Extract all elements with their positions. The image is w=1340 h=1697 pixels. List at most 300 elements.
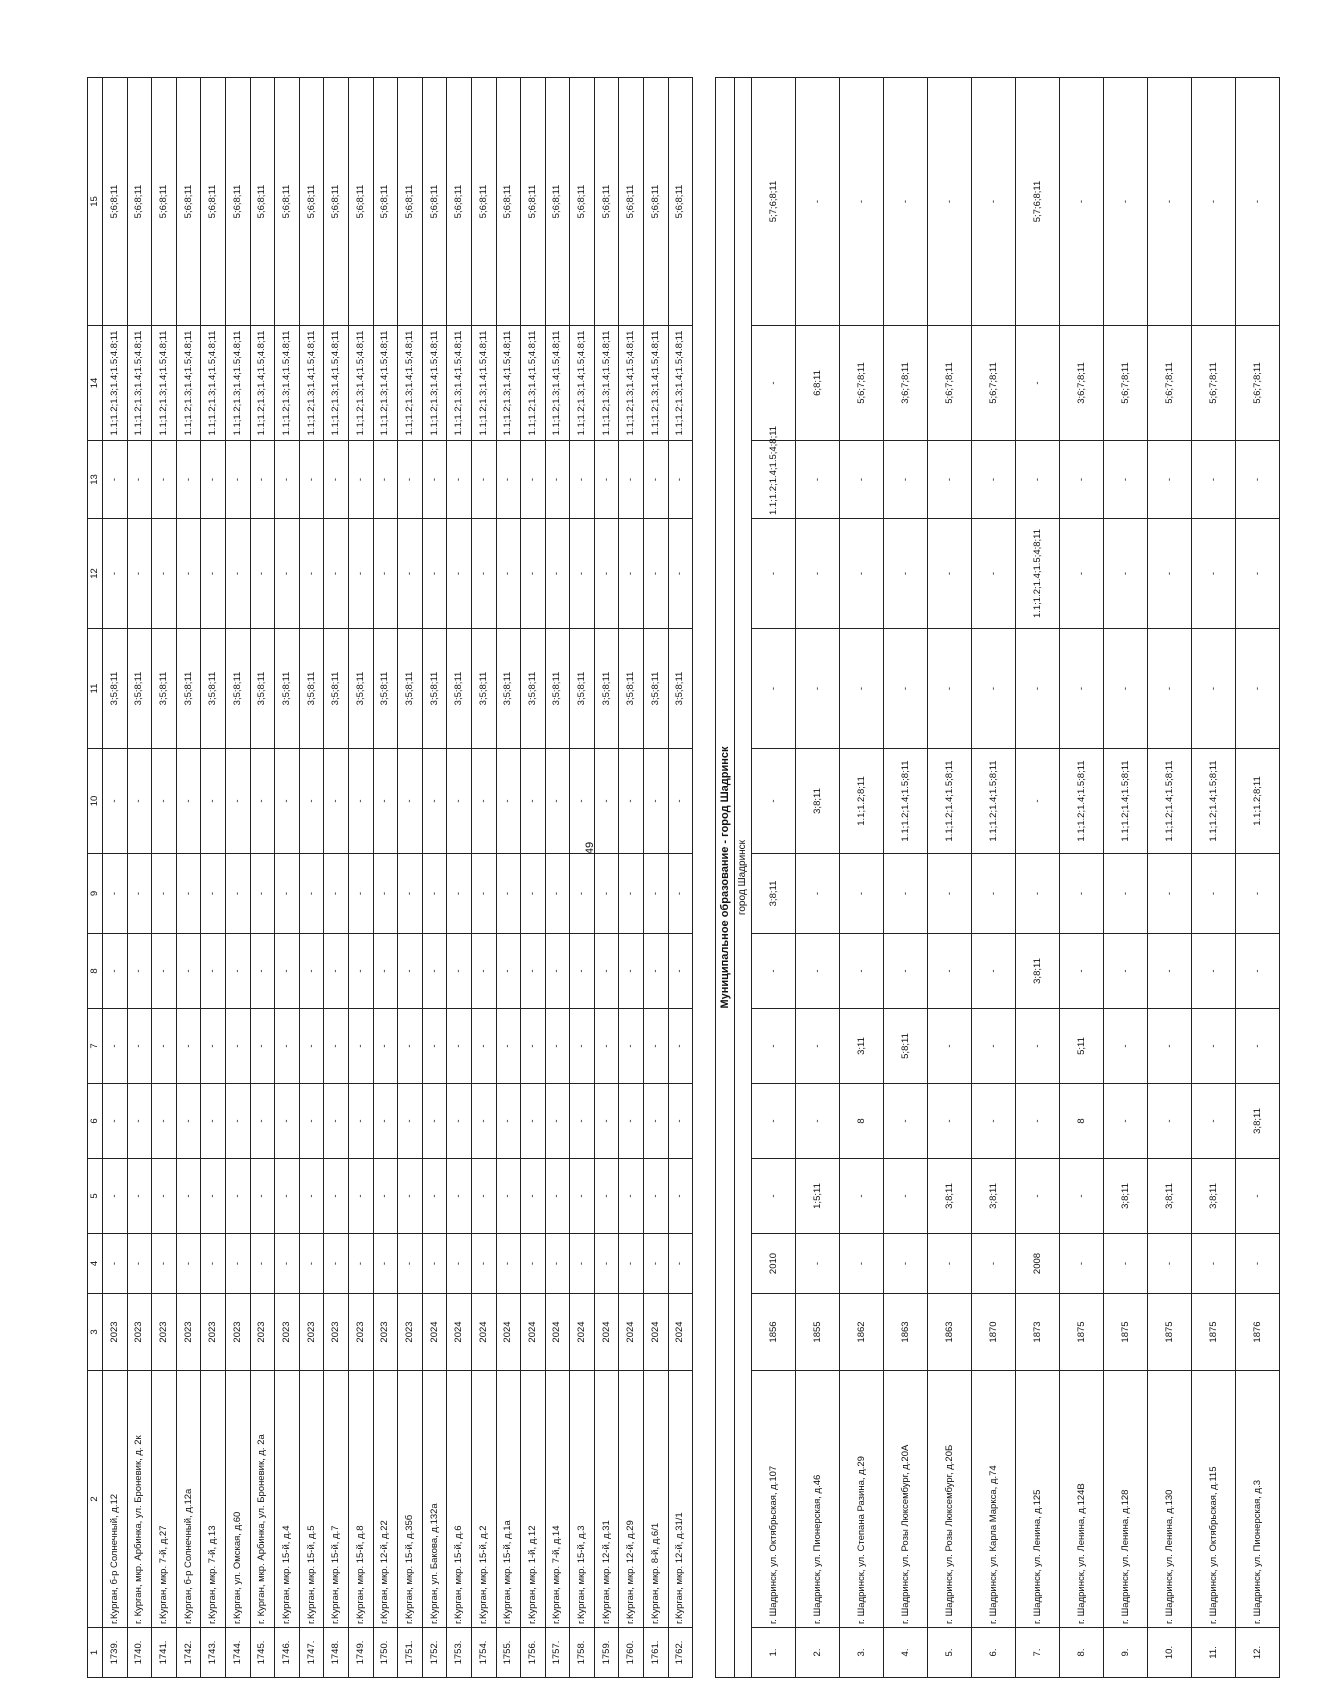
subsection-row bbox=[735, 78, 752, 1678]
table-cell: 1.1;1.2;1.3;1.4;1.5;4.8;11 bbox=[250, 326, 275, 441]
table-cell: - bbox=[201, 519, 226, 629]
table-cell: г. Курган, мкр. Арбинка, ул. Броневик, д. 2к bbox=[127, 1371, 152, 1628]
table-cell: 2023 bbox=[176, 1294, 201, 1371]
table-cell: - bbox=[103, 749, 128, 854]
table-cell: - bbox=[373, 1009, 398, 1084]
table-cell: 7. bbox=[1016, 1628, 1060, 1678]
table-cell: 5;6;8;11 bbox=[299, 78, 324, 326]
table-cell: - bbox=[471, 934, 496, 1009]
table-cell: 2023 bbox=[373, 1294, 398, 1371]
table-cell: - bbox=[324, 854, 349, 934]
table-cell: 1;5;11 bbox=[796, 1159, 840, 1234]
table-row bbox=[324, 78, 349, 1678]
table-cell: 5;6;8;11 bbox=[594, 78, 619, 326]
table-cell: - bbox=[348, 1159, 373, 1234]
table-cell: - bbox=[373, 1234, 398, 1294]
table-cell: 2024 bbox=[447, 1294, 472, 1371]
table-cell: - bbox=[668, 1009, 693, 1084]
table-cell: 1.1;1.2;1.4;1.5;8;11 bbox=[1060, 749, 1104, 854]
table-cell: 3;5;8;11 bbox=[422, 629, 447, 749]
table-cell: - bbox=[275, 1234, 300, 1294]
table-cell: 11. bbox=[1192, 1628, 1236, 1678]
spacer-row bbox=[693, 78, 716, 1678]
table-cell: - bbox=[201, 934, 226, 1009]
table-cell: 3;8;11 bbox=[928, 1159, 972, 1234]
table-cell: 5;6;8;11 bbox=[447, 78, 472, 326]
table-cell: 1748. bbox=[324, 1628, 349, 1678]
table-cell: 2023 bbox=[201, 1294, 226, 1371]
table-cell: - bbox=[176, 1234, 201, 1294]
table-cell: - bbox=[1104, 854, 1148, 934]
table-cell: г.Курган, мкр. 15-й, д.6 bbox=[447, 1371, 472, 1628]
table-cell: - bbox=[1104, 1234, 1148, 1294]
table-cell: - bbox=[225, 441, 250, 519]
table-cell: 5;6;8;11 bbox=[275, 78, 300, 326]
table-cell: 3;11 bbox=[840, 1009, 884, 1084]
table-cell: - bbox=[103, 1234, 128, 1294]
table-cell: 3. bbox=[840, 1628, 884, 1678]
table-row bbox=[152, 78, 177, 1678]
table-cell: 1.1;1.2;1.3;1.4;1.5;4.8;11 bbox=[619, 326, 644, 441]
table-cell: - bbox=[496, 749, 521, 854]
table-cell: - bbox=[1016, 1159, 1060, 1234]
table-cell: - bbox=[521, 749, 546, 854]
table-cell: - bbox=[176, 519, 201, 629]
table-cell: г. Шадринск, ул. Карла Маркса, д.74 bbox=[972, 1371, 1016, 1628]
table-cell: - bbox=[250, 519, 275, 629]
table-cell: - bbox=[619, 1084, 644, 1159]
table-cell: - bbox=[570, 1234, 595, 1294]
table-row bbox=[594, 78, 619, 1678]
table-cell: - bbox=[1192, 1234, 1236, 1294]
table-cell: 1875 bbox=[1192, 1294, 1236, 1371]
table-cell: - bbox=[668, 1084, 693, 1159]
table-cell: - bbox=[594, 1009, 619, 1084]
table-cell: 2010 bbox=[752, 1234, 796, 1294]
table-cell: - bbox=[250, 1234, 275, 1294]
table-cell: - bbox=[447, 1234, 472, 1294]
table-cell: 3;5;8;11 bbox=[471, 629, 496, 749]
table-cell: - bbox=[176, 934, 201, 1009]
table-cell: - bbox=[668, 441, 693, 519]
table-cell: 3;5;8;11 bbox=[201, 629, 226, 749]
table-cell: - bbox=[471, 441, 496, 519]
table-cell: - bbox=[275, 1159, 300, 1234]
table-cell: 1870 bbox=[972, 1294, 1016, 1371]
table-cell: г.Курган, мкр. 15-й, д.7 bbox=[324, 1371, 349, 1628]
table-cell: 5;6;8;11 bbox=[471, 78, 496, 326]
table-cell: - bbox=[1104, 441, 1148, 519]
table-cell: 2024 bbox=[644, 1294, 669, 1371]
table-cell: - bbox=[884, 519, 928, 629]
table-cell: 2024 bbox=[471, 1294, 496, 1371]
table-row bbox=[752, 78, 796, 1678]
table-cell: - bbox=[250, 1084, 275, 1159]
table-row bbox=[176, 78, 201, 1678]
table-cell: 5;6;8;11 bbox=[644, 78, 669, 326]
table-row bbox=[1104, 78, 1148, 1678]
table-cell: - bbox=[570, 749, 595, 854]
table-cell: - bbox=[447, 1009, 472, 1084]
table-cell: - bbox=[594, 749, 619, 854]
table-cell: - bbox=[1148, 1234, 1192, 1294]
table-cell: 5;6;8;11 bbox=[373, 78, 398, 326]
table-cell: - bbox=[324, 519, 349, 629]
table-cell: - bbox=[1016, 629, 1060, 749]
table-cell: - bbox=[619, 441, 644, 519]
table-cell: 5;6;8;11 bbox=[348, 78, 373, 326]
table-cell: - bbox=[275, 1084, 300, 1159]
table-cell: - bbox=[1016, 1009, 1060, 1084]
table-cell: - bbox=[545, 1009, 570, 1084]
table-cell: 3;5;8;11 bbox=[348, 629, 373, 749]
table-cell: - bbox=[668, 854, 693, 934]
table-cell: г. Шадринск, ул. Октябрьская, д.115 bbox=[1192, 1371, 1236, 1628]
table-cell: 12. bbox=[1236, 1628, 1280, 1678]
table-cell: 1.1;1.2;1.4;1.5;8;11 bbox=[1104, 749, 1148, 854]
table-cell: - bbox=[594, 441, 619, 519]
table-cell: - bbox=[471, 854, 496, 934]
table-cell: - bbox=[201, 1159, 226, 1234]
table-cell: - bbox=[884, 854, 928, 934]
table-cell: - bbox=[1016, 326, 1060, 441]
table-cell: - bbox=[201, 1084, 226, 1159]
table-cell: - bbox=[928, 854, 972, 934]
column-number-row bbox=[88, 78, 103, 1678]
table-cell: 5;6;8;11 bbox=[103, 78, 128, 326]
table-cell: 2024 bbox=[496, 1294, 521, 1371]
table-cell: 3;5;8;11 bbox=[668, 629, 693, 749]
table-row bbox=[972, 78, 1016, 1678]
table-cell: 5;6;8;11 bbox=[545, 78, 570, 326]
table-cell: - bbox=[422, 1159, 447, 1234]
table-cell: - bbox=[201, 1234, 226, 1294]
table-cell: - bbox=[570, 1159, 595, 1234]
table-cell: 2024 bbox=[422, 1294, 447, 1371]
table-cell: 5;6;7;8;11 bbox=[1148, 326, 1192, 441]
table-cell: г.Курган, мкр. 15-й, д.2 bbox=[471, 1371, 496, 1628]
table-cell: г.Курган, б-р Солнечный, д.12а bbox=[176, 1371, 201, 1628]
table-cell: 3;8;11 bbox=[972, 1159, 1016, 1234]
table-row bbox=[796, 78, 840, 1678]
table-cell: 3;8;11 bbox=[1104, 1159, 1148, 1234]
table-cell: 1.1;1.2;1.4;1.5;8;11 bbox=[972, 749, 1016, 854]
table-cell: - bbox=[884, 1234, 928, 1294]
table-cell: - bbox=[152, 749, 177, 854]
table-cell: - bbox=[373, 934, 398, 1009]
table-cell: - bbox=[619, 934, 644, 1009]
table-cell: - bbox=[1060, 934, 1104, 1009]
table-cell: - bbox=[928, 519, 972, 629]
table-cell: - bbox=[752, 629, 796, 749]
table-cell: - bbox=[127, 1234, 152, 1294]
table-cell: - bbox=[972, 1084, 1016, 1159]
table-cell: 3;8;11 bbox=[1148, 1159, 1192, 1234]
table-cell: 5;11 bbox=[1060, 1009, 1104, 1084]
table-cell: - bbox=[398, 854, 423, 934]
table-cell: 1863 bbox=[884, 1294, 928, 1371]
table-cell: г.Курган, мкр. 12-й, д.22 bbox=[373, 1371, 398, 1628]
table-cell: 1856 bbox=[752, 1294, 796, 1371]
table-row bbox=[521, 78, 546, 1678]
table-cell: - bbox=[275, 854, 300, 934]
table-cell: - bbox=[348, 519, 373, 629]
table-cell: - bbox=[1148, 1084, 1192, 1159]
table-cell: 3;6;7;8;11 bbox=[884, 326, 928, 441]
table-cell: - bbox=[752, 1159, 796, 1234]
table-cell: г. Шадринск, ул. Пионерская, д.3 bbox=[1236, 1371, 1280, 1628]
table-cell: - bbox=[644, 1234, 669, 1294]
table-cell: г. Шадринск, ул. Ленина, д.124В bbox=[1060, 1371, 1104, 1628]
table-cell: 3;5;8;11 bbox=[594, 629, 619, 749]
table-cell: - bbox=[275, 1009, 300, 1084]
spacer-cell bbox=[693, 78, 716, 1678]
table-cell: - bbox=[884, 1084, 928, 1159]
table-cell: - bbox=[103, 1009, 128, 1084]
table-cell: г.Курган, мкр. 15-й, д.8 bbox=[348, 1371, 373, 1628]
table-cell: 1.1;1.2;1.3;1.4;1.5;4.8;11 bbox=[594, 326, 619, 441]
table-cell: - bbox=[275, 519, 300, 629]
table-cell: - bbox=[928, 934, 972, 1009]
table-cell: - bbox=[1104, 934, 1148, 1009]
table-cell: - bbox=[373, 1159, 398, 1234]
table-cell: - bbox=[275, 749, 300, 854]
table-cell: 3;5;8;11 bbox=[644, 629, 669, 749]
table-cell: - bbox=[201, 1009, 226, 1084]
table-cell: - bbox=[752, 519, 796, 629]
table-cell: 1. bbox=[752, 1628, 796, 1678]
table-cell: г. Шадринск, ул. Ленина, д.128 bbox=[1104, 1371, 1148, 1628]
table-row bbox=[1192, 78, 1236, 1678]
table-cell: 1753. bbox=[447, 1628, 472, 1678]
table-row bbox=[619, 78, 644, 1678]
table-cell: г. Шадринск, ул. Ленина, д.125 bbox=[1016, 1371, 1060, 1628]
table-cell: 3;5;8;11 bbox=[521, 629, 546, 749]
table-cell: - bbox=[619, 1159, 644, 1234]
table-cell: - bbox=[152, 1234, 177, 1294]
table-cell: - bbox=[447, 1084, 472, 1159]
table-cell: - bbox=[594, 1234, 619, 1294]
table-cell: г.Курган, мкр. 15-й, д.1а bbox=[496, 1371, 521, 1628]
table-cell: - bbox=[225, 1159, 250, 1234]
table-cell: - bbox=[1236, 1159, 1280, 1234]
table-cell: - bbox=[752, 326, 796, 441]
table-cell: 5;6;7;8;11 bbox=[840, 326, 884, 441]
table-cell: - bbox=[545, 934, 570, 1009]
table-cell: - bbox=[250, 1009, 275, 1084]
table-cell: 2024 bbox=[619, 1294, 644, 1371]
table-cell: 1760. bbox=[619, 1628, 644, 1678]
table-row bbox=[644, 78, 669, 1678]
table-cell: 3;8;11 bbox=[796, 749, 840, 854]
table-cell: 1.1;1.2;1.4;1.5;8;11 bbox=[1192, 749, 1236, 854]
table-cell: - bbox=[521, 1234, 546, 1294]
table-cell: - bbox=[752, 1084, 796, 1159]
table-cell: 3;5;8;11 bbox=[324, 629, 349, 749]
table-cell: г. Шадринск, ул. Октябрьская, д.107 bbox=[752, 1371, 796, 1628]
table-row bbox=[275, 78, 300, 1678]
table-cell: - bbox=[496, 1234, 521, 1294]
table-cell: - bbox=[644, 519, 669, 629]
table-cell: 3;6;7;8;11 bbox=[1060, 326, 1104, 441]
table-cell: - bbox=[619, 1009, 644, 1084]
table-cell: 8 bbox=[1060, 1084, 1104, 1159]
table-cell: г.Курган, мкр. 12-й, д.31/1 bbox=[668, 1371, 693, 1628]
table-cell: - bbox=[884, 1159, 928, 1234]
table-cell: 1875 bbox=[1104, 1294, 1148, 1371]
table-cell: г. Шадринск, ул. Ленина, д.130 bbox=[1148, 1371, 1192, 1628]
table-cell: - bbox=[796, 519, 840, 629]
table-row bbox=[840, 78, 884, 1678]
table-cell: - bbox=[668, 1234, 693, 1294]
table-cell: - bbox=[127, 519, 152, 629]
table-cell: - bbox=[422, 1234, 447, 1294]
table-cell: - bbox=[545, 854, 570, 934]
table-cell: 1.1;1.2;1.4;1.5;8;11 bbox=[1148, 749, 1192, 854]
table-cell: - bbox=[1104, 519, 1148, 629]
table-cell: 2024 bbox=[545, 1294, 570, 1371]
table-cell: - bbox=[299, 1234, 324, 1294]
table-cell: 1754. bbox=[471, 1628, 496, 1678]
table-cell: - bbox=[928, 78, 972, 326]
table-cell: - bbox=[127, 1009, 152, 1084]
table-cell: г.Курган, ул. Омская, д.60 bbox=[225, 1371, 250, 1628]
table-cell: 2023 bbox=[348, 1294, 373, 1371]
table-cell: 2024 bbox=[521, 1294, 546, 1371]
table-cell: - bbox=[250, 749, 275, 854]
table-cell: - bbox=[324, 1084, 349, 1159]
table-cell: - bbox=[422, 854, 447, 934]
table-row bbox=[422, 78, 447, 1678]
table-cell: 3;5;8;11 bbox=[225, 629, 250, 749]
table-cell: 5;6;8;11 bbox=[152, 78, 177, 326]
table-cell: - bbox=[1192, 78, 1236, 326]
column-number-cell: 2 bbox=[88, 1371, 103, 1628]
table-cell: - bbox=[496, 1009, 521, 1084]
table-cell: - bbox=[1016, 854, 1060, 934]
table-cell: - bbox=[1060, 629, 1104, 749]
rotated-table-sheet bbox=[87, 78, 1263, 1678]
table-cell: - bbox=[1060, 519, 1104, 629]
table-cell: 1.1;1.2;1.3;1.4;1.5;4.8;11 bbox=[545, 326, 570, 441]
table-cell: - bbox=[928, 629, 972, 749]
table-cell: - bbox=[496, 1159, 521, 1234]
table-cell: - bbox=[1192, 1009, 1236, 1084]
table-row bbox=[1236, 78, 1280, 1678]
table-cell: - bbox=[1016, 1084, 1060, 1159]
table-cell: - bbox=[471, 1084, 496, 1159]
table-cell: - bbox=[373, 519, 398, 629]
table-cell: - bbox=[840, 934, 884, 1009]
table-cell: - bbox=[668, 519, 693, 629]
table-cell: - bbox=[1148, 854, 1192, 934]
table-cell: - bbox=[373, 749, 398, 854]
table-cell: г.Курган, мкр. 15-й, д.35б bbox=[398, 1371, 423, 1628]
table-cell: - bbox=[644, 854, 669, 934]
table-cell: - bbox=[521, 854, 546, 934]
table-cell: - bbox=[1236, 519, 1280, 629]
table-cell: - bbox=[103, 519, 128, 629]
table-cell: - bbox=[1148, 629, 1192, 749]
table-cell: - bbox=[1060, 441, 1104, 519]
table-cell: - bbox=[884, 629, 928, 749]
table-cell: - bbox=[1060, 1159, 1104, 1234]
table-row bbox=[1060, 78, 1104, 1678]
table-cell: - bbox=[324, 749, 349, 854]
table-cell: 5;6;8;11 bbox=[324, 78, 349, 326]
table-cell: - bbox=[796, 1009, 840, 1084]
table-cell: - bbox=[225, 749, 250, 854]
table-cell: 3;5;8;11 bbox=[619, 629, 644, 749]
table-cell: 1875 bbox=[1060, 1294, 1104, 1371]
table-cell: - bbox=[521, 441, 546, 519]
table-cell: 3;5;8;11 bbox=[496, 629, 521, 749]
table-cell: - bbox=[201, 441, 226, 519]
table-cell: 2008 bbox=[1016, 1234, 1060, 1294]
table-cell: - bbox=[928, 441, 972, 519]
table-cell: - bbox=[225, 1009, 250, 1084]
table-cell: 3;5;8;11 bbox=[176, 629, 201, 749]
table-cell: - bbox=[521, 1084, 546, 1159]
section-title: Муниципальное образование - город Шадринск bbox=[716, 78, 735, 1678]
table-cell: - bbox=[972, 934, 1016, 1009]
table-cell: г.Курган, мкр. 1-й, д.12 bbox=[521, 1371, 546, 1628]
table-cell: 1.1;1.2;1.3;1.4;1.5;4.8;11 bbox=[398, 326, 423, 441]
table-cell: - bbox=[373, 441, 398, 519]
table-cell: 1873 bbox=[1016, 1294, 1060, 1371]
table-cell: 1.1;1.2;1.3;1.4;1.5;4.8;11 bbox=[127, 326, 152, 441]
table-cell: - bbox=[1192, 629, 1236, 749]
table-cell: 1.1;1.2;1.3;1.4;1.5;4.8;11 bbox=[152, 326, 177, 441]
column-number-cell: 15 bbox=[88, 78, 103, 326]
table-row bbox=[1148, 78, 1192, 1678]
table-cell: 1.1;1.2;1.3;1.4;1.5;4.8;11 bbox=[447, 326, 472, 441]
table-cell: 2023 bbox=[275, 1294, 300, 1371]
table-cell: - bbox=[840, 519, 884, 629]
table-cell: 1.1;1.2;1.4;1.5;4;8;11 bbox=[1016, 519, 1060, 629]
table-row bbox=[127, 78, 152, 1678]
table-cell: 1741. bbox=[152, 1628, 177, 1678]
table-cell: г. Шадринск, ул. Розы Люксембург, д.20Б bbox=[928, 1371, 972, 1628]
table-cell: - bbox=[972, 1234, 1016, 1294]
table-row bbox=[884, 78, 928, 1678]
table-cell: - bbox=[176, 1084, 201, 1159]
table-cell: 3;5;8;11 bbox=[373, 629, 398, 749]
table-cell: - bbox=[471, 1234, 496, 1294]
table-cell: - bbox=[471, 1159, 496, 1234]
table-cell: г.Курган, мкр. 7-й, д.13 bbox=[201, 1371, 226, 1628]
trailing-space-row bbox=[1280, 78, 1340, 1678]
table-cell: - bbox=[422, 749, 447, 854]
page-number: 49 bbox=[584, 841, 596, 855]
table-cell: - bbox=[796, 934, 840, 1009]
table-cell: г.Курган, мкр. 15-й, д.5 bbox=[299, 1371, 324, 1628]
table-cell: - bbox=[447, 854, 472, 934]
table-cell: - bbox=[1104, 629, 1148, 749]
table-cell: 1.1;1.2;1.3;1.4;1.5;4.8;11 bbox=[225, 326, 250, 441]
table-cell: 2024 bbox=[570, 1294, 595, 1371]
table-cell: - bbox=[668, 1159, 693, 1234]
table-cell: г.Курган, мкр. 15-й, д.4 bbox=[275, 1371, 300, 1628]
table-cell: 1875 bbox=[1148, 1294, 1192, 1371]
table-cell: 1750. bbox=[373, 1628, 398, 1678]
table-row bbox=[225, 78, 250, 1678]
table-cell: 1.1;1.2;1.3;1.4;1.5;4.8;11 bbox=[176, 326, 201, 441]
table-cell: - bbox=[796, 629, 840, 749]
table-cell: - bbox=[668, 749, 693, 854]
table-cell: 2024 bbox=[594, 1294, 619, 1371]
table-cell: - bbox=[644, 1159, 669, 1234]
